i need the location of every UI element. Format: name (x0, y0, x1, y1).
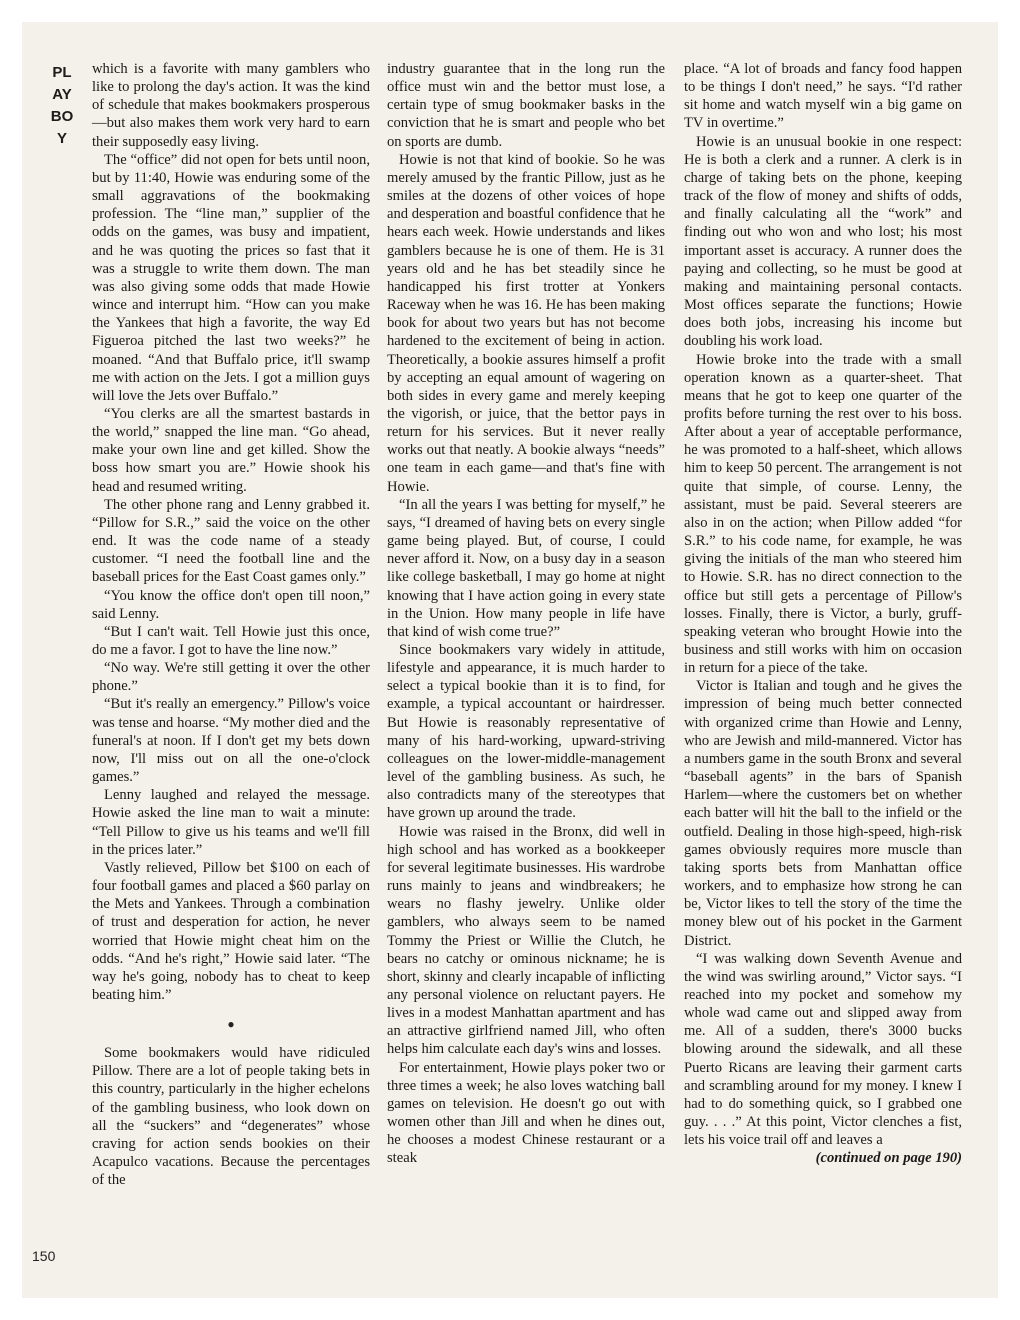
paragraph: “In all the years I was betting for myself,” he says, “I dreamed of having bets on every single game being played. But, of course, I could never afford it. Now, on a busy day in a season like college basketball, I may go home at night knowing that I have action going in every state in the Union. How many people in life have that kind of wish come true?” (387, 496, 665, 640)
paragraph: “But it's really an emergency.” Pillow's voice was tense and hoarse. “My mother died and the funeral's at noon. If I don't get my bets down now, I'll miss out on all the one-o'clock games.” (92, 696, 370, 786)
paragraph: The other phone rang and Lenny grabbed it. “Pillow for S.R.,” said the voice on the other end. It was the code name of a steady customer. “I need the football line and the baseball prices for the East Coast games only.” (92, 496, 370, 586)
paragraph: which is a favorite with many gamblers who like to prolong the day's action. It was the kind of schedule that makes bookmakers prosperous—but also makes them work very hard to earn their supposedly easy living. (92, 61, 370, 150)
text-column-3 (684, 60, 962, 1168)
paragraph: Howie is an unusual bookie in one respect: He is both a clerk and a runner. A clerk is in charge of taking bets on the phone, keeping track of the flow of money and shifts of odds, and finally calculating all the “work” and finding out who won and who lost; his most important asset is accuracy. A runner does the paying and collecting, so he must be good at making and maintaining personal contacts. Most offices separate the functions; Howie does both jobs, increasing his income but doubling his work load. (684, 133, 962, 350)
paragraph: Vastly relieved, Pillow bet $100 on each of four football games and placed a $60 parlay on the Mets and Yankees. Through a combination of trust and desperation for action, he never worried that Howie might cheat him on the odds. “And he's right,” Howie said later. “The way he's going, nobody has to cheat to keep beating him.” (92, 859, 370, 1003)
paragraph: “But I can't wait. Tell Howie just this once, do me a favor. I got to have the line now.” (92, 623, 370, 658)
section-break-bullet: ● (227, 1017, 235, 1032)
paragraph: The “office” did not open for bets until noon, but by 11:40, Howie was enduring some of the small aggravations of the bookmaking profession. The “line man,” supplier of the odds on the games, was busy and impatient, and he was quoting the prices so fast that it was a struggle to write them down. The man was also giving some odds that made Howie wince and interrupt him. “How can you make the Yankees that high a favorite, the way Ed Figueroa pitched the last two weeks?” he moaned. “And that Buffalo price, it'll swamp me with action on the Jets. I got a million guys will love the Jets over Buffalo.” (92, 151, 370, 404)
paragraph: For entertainment, Howie plays poker two or three times a week; he also loves watching ball games on television. He doesn't go out with women other than Jill and when he dines out, he chooses a modest Chinese restaurant or a steak (387, 1059, 665, 1167)
paragraph: Since bookmakers vary widely in attitude, lifestyle and appearance, it is much harder to select a typical bookie than it is to find, for example, a typical accountant or hairdresser. But Howie is reasonably representative of many of his hard-working, upward-striving colleagues on the lower-middle-management level of the gambling business. As such, he also contradicts many of the stereotypes that have grown up around the trade. (387, 642, 665, 822)
paragraph: industry guarantee that in the long run the office must win and the bettor must lose, a certain type of smug bookmaker basks in the conviction that he is smart and people who bet on sports are dumb. (387, 61, 665, 150)
continued-notice: (continued on page 190) (815, 1150, 962, 1167)
paragraph: “You know the office don't open till noon,” said Lenny. (92, 587, 370, 622)
paragraph: Some bookmakers would have ridiculed Pillow. There are a lot of people taking bets in this country, particularly in the higher echelons of the gambling business, who look down on all the “suckers” and “degenerates” whose craving for action sends bookies on their Acapulco vacations. Because the percentages of the (92, 1045, 370, 1189)
paragraph: “I was walking down Seventh Avenue and the wind was swirling around,” Victor says. “I reached into my pocket and somehow my whole wad came out and slipped away from me. All of a sudden, there's 3000 bucks blowing around the sidewalk, and all these Puerto Ricans are leaving their garment carts and scrambling around for my money. I knew I had to do something quick, so I grabbed one guy. . . .” At this point, Victor clenches a fist, lets his voice trail off and leaves a (684, 950, 962, 1149)
magazine-logo: PLAYBOY (50, 64, 74, 147)
text-column-2 (387, 60, 665, 1168)
paragraph: Victor is Italian and tough and he gives the impression of being much better connected with organized crime than Howie and Lenny, who are Jewish and mild-mannered. Victor has a numbers game in the south Bronx and several “baseball agents” in the bars of Spanish Harlem—where the customers bet on whether each batter will hit the ball to the infield or the outfield. Dealing in those high-speed, high-risk games obviously requires more muscle than taking sports bets from Manhattan office workers, and to emphasize how strong he can be, Victor likes to tell the story of the time the money blew out of his pocket in the Garment District. (684, 678, 962, 949)
paragraph: Lenny laughed and relayed the message. Howie asked the line man to wait a minute: “Tell Pillow to give us his teams and we'll fill in the prices later.” (92, 787, 370, 858)
paragraph: Howie was raised in the Bronx, did well in high school and has worked as a bookkeeper for several legitimate businesses. His wardrobe runs mainly to jeans and windbreakers; he wears no flashy jewelry. Unlike older gamblers, who always seem to be named Tommy the Priest or Willie the Clutch, he bears no catchy or ominous nickname; he is short, skinny and clearly incapable of inflicting any personal violence on reluctant payers. He lives in a modest Manhattan apartment and has an attractive girlfriend named Jill, who often helps him calculate each day's wins and losses. (387, 823, 665, 1058)
paragraph: place. “A lot of broads and fancy food happen to be things I don't need,” he says. “I'd rather sit home and watch myself win a big game on TV in overtime.” (684, 61, 962, 132)
paragraph: “No way. We're still getting it over the other phone.” (92, 660, 370, 695)
text-column-1 (92, 60, 370, 1189)
paragraph: Howie is not that kind of bookie. So he was merely amused by the frantic Pillow, just as he smiles at the dozens of other voices of hope and desperation and boastful confidence that he hears each week. Howie understands and likes gamblers because he is one of them. He is 31 years old and he has bet steadily since he handicapped his first trotter at Yonkers Raceway when he was 16. He has been making book for about two years but has not become hardened to the excitement of being in action. Theoretically, a bookie assures himself a profit by accepting an equal amount of wagering on both sides in every game and merely keeping the vigorish, or juice, that the bettor pays in return for his services. But it never really works out that neatly. A bookie always “needs” one team in each game—and that's fine with Howie. (387, 151, 665, 495)
paragraph: “You clerks are all the smartest bastards in the world,” snapped the line man. “Go ahead, make your own line and get killed. Show the boss how smart you are.” Howie shook his head and resumed writing. (92, 405, 370, 495)
paragraph: Howie broke into the trade with a small operation known as a quarter-sheet. That means that he got to keep one quarter of the profits before turning the rest over to his boss. After about a year of acceptable performance, he was promoted to a half-sheet, which allows him to keep 50 percent. The arrangement is not quite that simple, of course. Lenny, the assistant, must be paid. Several steerers are also in on the action; when Pillow added “for S.R.” to his code name, for example, he was giving the initials of the man who steered him to Howie. S.R. has no direct connection to the office but still gets a percentage of Pillow's losses. Finally, there is Victor, a burly, gruff-speaking veteran who brought Howie into the business and still works with him on occasion in return for a piece of the take. (684, 351, 962, 677)
page-number: 150 (32, 1248, 56, 1264)
magazine-page (22, 22, 998, 1298)
